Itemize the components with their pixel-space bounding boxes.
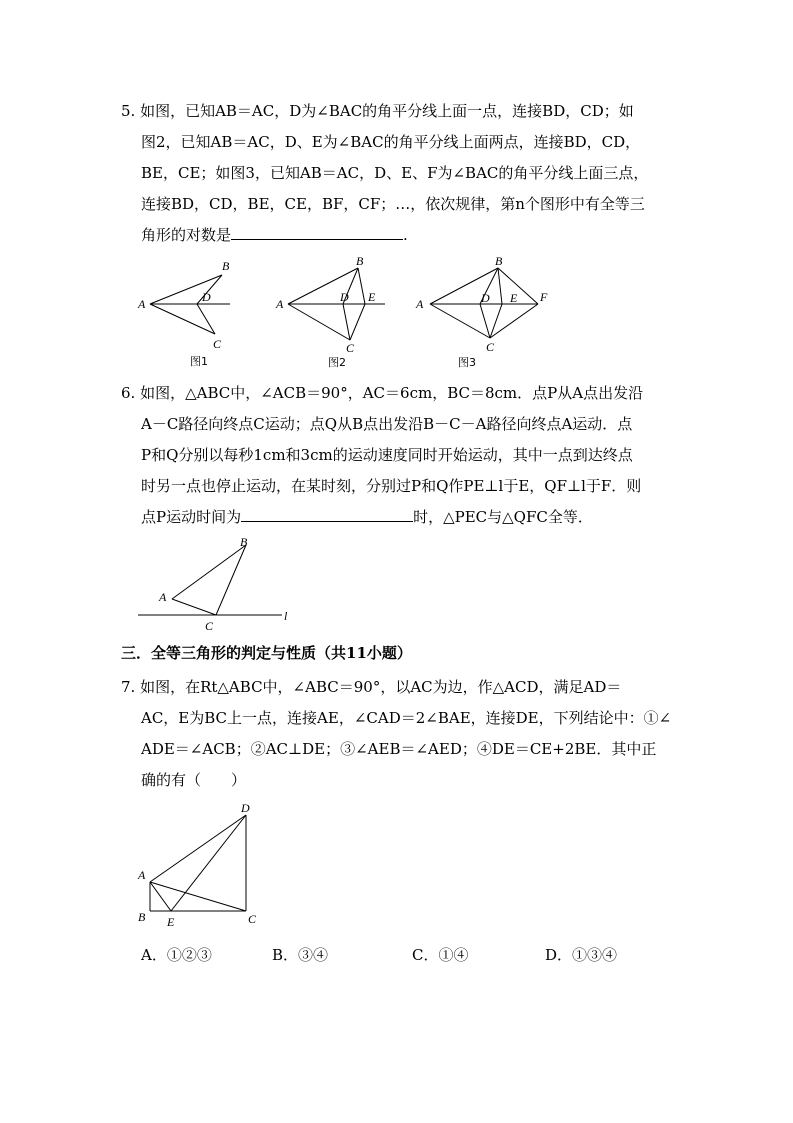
q6-answer-blank[interactable] — [241, 507, 413, 522]
q5-answer-blank[interactable] — [231, 225, 403, 240]
q6-line-5 — [141, 507, 593, 527]
fig1-label-d: D — [202, 290, 211, 304]
q7-label-e: E — [167, 915, 175, 929]
q7-line-2: AC，E为BC上一点，连接AE，∠CAD＝2∠BAE，连接DE，下列结论中：①∠ — [141, 709, 672, 727]
fig2-caption: 图2 — [328, 356, 346, 369]
fig2-label-d: D — [340, 290, 349, 304]
q5-line-3: BE，CE；如图3，已知AB＝AC，D、E、F为∠BAC的角平分线上面三点， — [141, 164, 649, 182]
q5-line-5 — [141, 225, 408, 245]
q7-label-b: B — [138, 910, 146, 924]
section-3-title: 三．全等三角形的判定与性质（共11小题） — [121, 644, 412, 662]
q7-option-b[interactable]: B．③④ — [272, 946, 329, 964]
q6-figure — [130, 533, 300, 633]
q6-line-5-text: 点P运动时间为 — [141, 508, 242, 526]
fig3-label-e: E — [510, 291, 518, 305]
q6-label-c: C — [205, 619, 214, 633]
fig3-label-c: C — [486, 340, 495, 354]
fig3-caption: 图3 — [458, 356, 476, 369]
fig2-label-e: E — [368, 290, 376, 304]
q7-option-c[interactable]: C．①④ — [412, 946, 469, 964]
q7-option-a[interactable]: A．①②③ — [141, 946, 212, 964]
q5-line-4: 连接BD，CD，BE，CE，BF，CF；…，依次规律，第n个图形中有全等三 — [141, 195, 645, 213]
q6-label-a: A — [159, 590, 167, 604]
q7-line-1: 7. 如图，在Rt△ABC中，∠ABC＝90°，以AC为边，作△ACD，满足AD＝ — [121, 678, 622, 696]
q6-line-4: 时另一点也停止运动，在某时刻，分别过P和Q作PE⊥l于E，QF⊥l于F．则 — [141, 477, 642, 495]
q5-line-5-end: . — [403, 226, 408, 244]
fig3-label-a: A — [416, 297, 424, 311]
fig3-label-b: B — [495, 254, 503, 268]
q6-line-2: A－C路径向终点C运动；点Q从B点出发沿B－C－A路径向终点A运动．点 — [141, 415, 633, 433]
fig3-label-d: D — [481, 291, 490, 305]
fig1-label-c: C — [213, 337, 222, 351]
q7-label-c: C — [248, 912, 257, 926]
q5-figure-1 — [130, 255, 240, 370]
fig1-label-b: B — [222, 259, 230, 273]
fig2-label-a: A — [276, 297, 284, 311]
q5-figure-2 — [270, 252, 395, 370]
fig1-label-a: A — [138, 297, 146, 311]
q5-line-5-text: 角形的对数是 — [141, 226, 232, 244]
q7-line-4: 确的有（ ） — [141, 771, 247, 789]
fig2-label-c: C — [346, 341, 355, 355]
q6-label-l: l — [284, 609, 288, 623]
q6-line-3: P和Q分别以每秒1cm和3cm的运动速度同时开始运动，其中一点到达终点 — [141, 446, 633, 464]
q6-line-1: 6. 如图，△ABC中，∠ACB＝90°，AC＝6cm，BC＝8cm．点P从A点出发沿 — [121, 384, 644, 402]
q7-option-d[interactable]: D．①③④ — [545, 946, 618, 964]
q5-line-2: 图2，已知AB＝AC，D、E为∠BAC的角平分线上面两点，连接BD，CD， — [141, 133, 641, 151]
q5-line-1: 5. 如图，已知AB＝AC，D为∠BAC的角平分线上面一点，连接BD，CD；如 — [121, 102, 634, 120]
q7-line-3: ADE＝∠ACB；②AC⊥DE；③∠AEB＝∠AED；④DE＝CE+2BE．其中正 — [141, 740, 657, 758]
fig2-label-b: B — [356, 254, 364, 268]
q7-label-a: A — [138, 868, 146, 882]
q7-label-d: D — [241, 801, 250, 815]
q6-label-b: B — [240, 535, 248, 549]
fig3-label-f: F — [540, 290, 548, 304]
q5-figure-3 — [410, 252, 560, 370]
fig1-caption: 图1 — [190, 355, 208, 368]
q7-figure — [130, 798, 270, 933]
q6-line-5-end: 时，△PEC与△QFC全等． — [413, 508, 593, 526]
